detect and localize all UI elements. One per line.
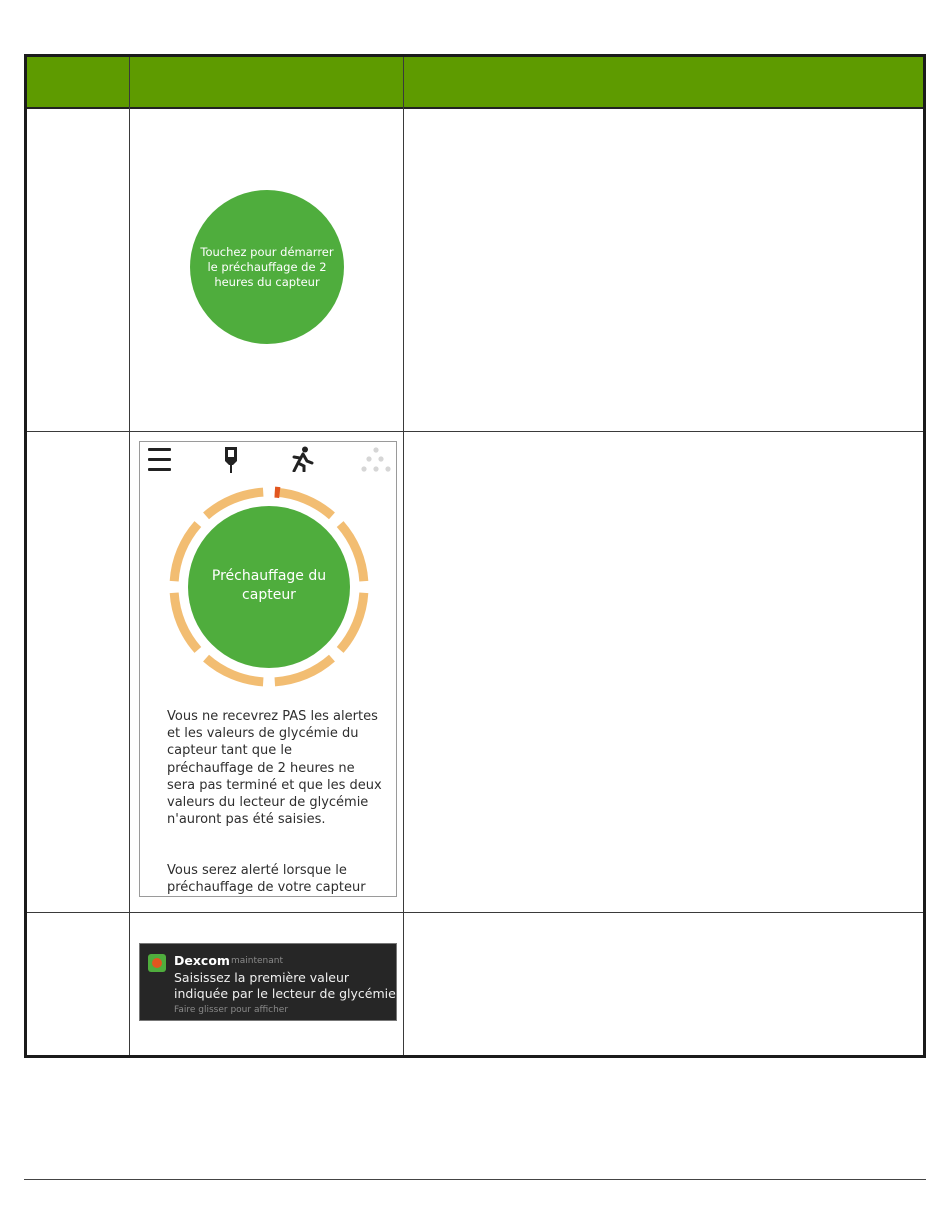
warmup-screen (139, 441, 397, 897)
notification-hint: Faire glisser pour afficher (174, 1005, 289, 1015)
menu-icon[interactable] (148, 447, 172, 473)
event-icon[interactable] (290, 446, 314, 472)
warmup-status-label: Préchauffage du capteur (211, 568, 327, 603)
table-header-row (27, 57, 923, 109)
dexcom-notification[interactable] (139, 943, 397, 1021)
row-divider (27, 912, 923, 913)
notification-message: Saisissez la première valeur indiquée par le lecteur de glycémie (174, 970, 396, 1001)
start-warmup-label: Touchez pour démarrer le préchauffage de 2 heures du capteur (200, 244, 334, 289)
warmup-alert-text: Vous serez alerté lorsque le préchauffage de votre capteur (167, 863, 366, 896)
instruction-table (24, 54, 926, 1058)
start-warmup-button[interactable] (190, 190, 344, 344)
row-divider (27, 431, 923, 432)
dots-icon[interactable] (361, 447, 391, 473)
sensor-icon[interactable] (224, 446, 238, 474)
dexcom-app-icon (148, 954, 166, 972)
column-divider (403, 57, 404, 1055)
column-divider (129, 57, 130, 1055)
footer-rule (24, 1179, 926, 1180)
notification-app-name: Dexcom (174, 953, 230, 968)
warmup-info-text: Vous ne recevrez PAS les alertes et les valeurs de glycémie du capteur tant que le préchauffage de 2 heures ne sera pas terminé et que les deux valeurs du lecteur de glycémie n'auront pas été saisies. (167, 709, 382, 828)
notification-time: maintenant (231, 956, 284, 966)
